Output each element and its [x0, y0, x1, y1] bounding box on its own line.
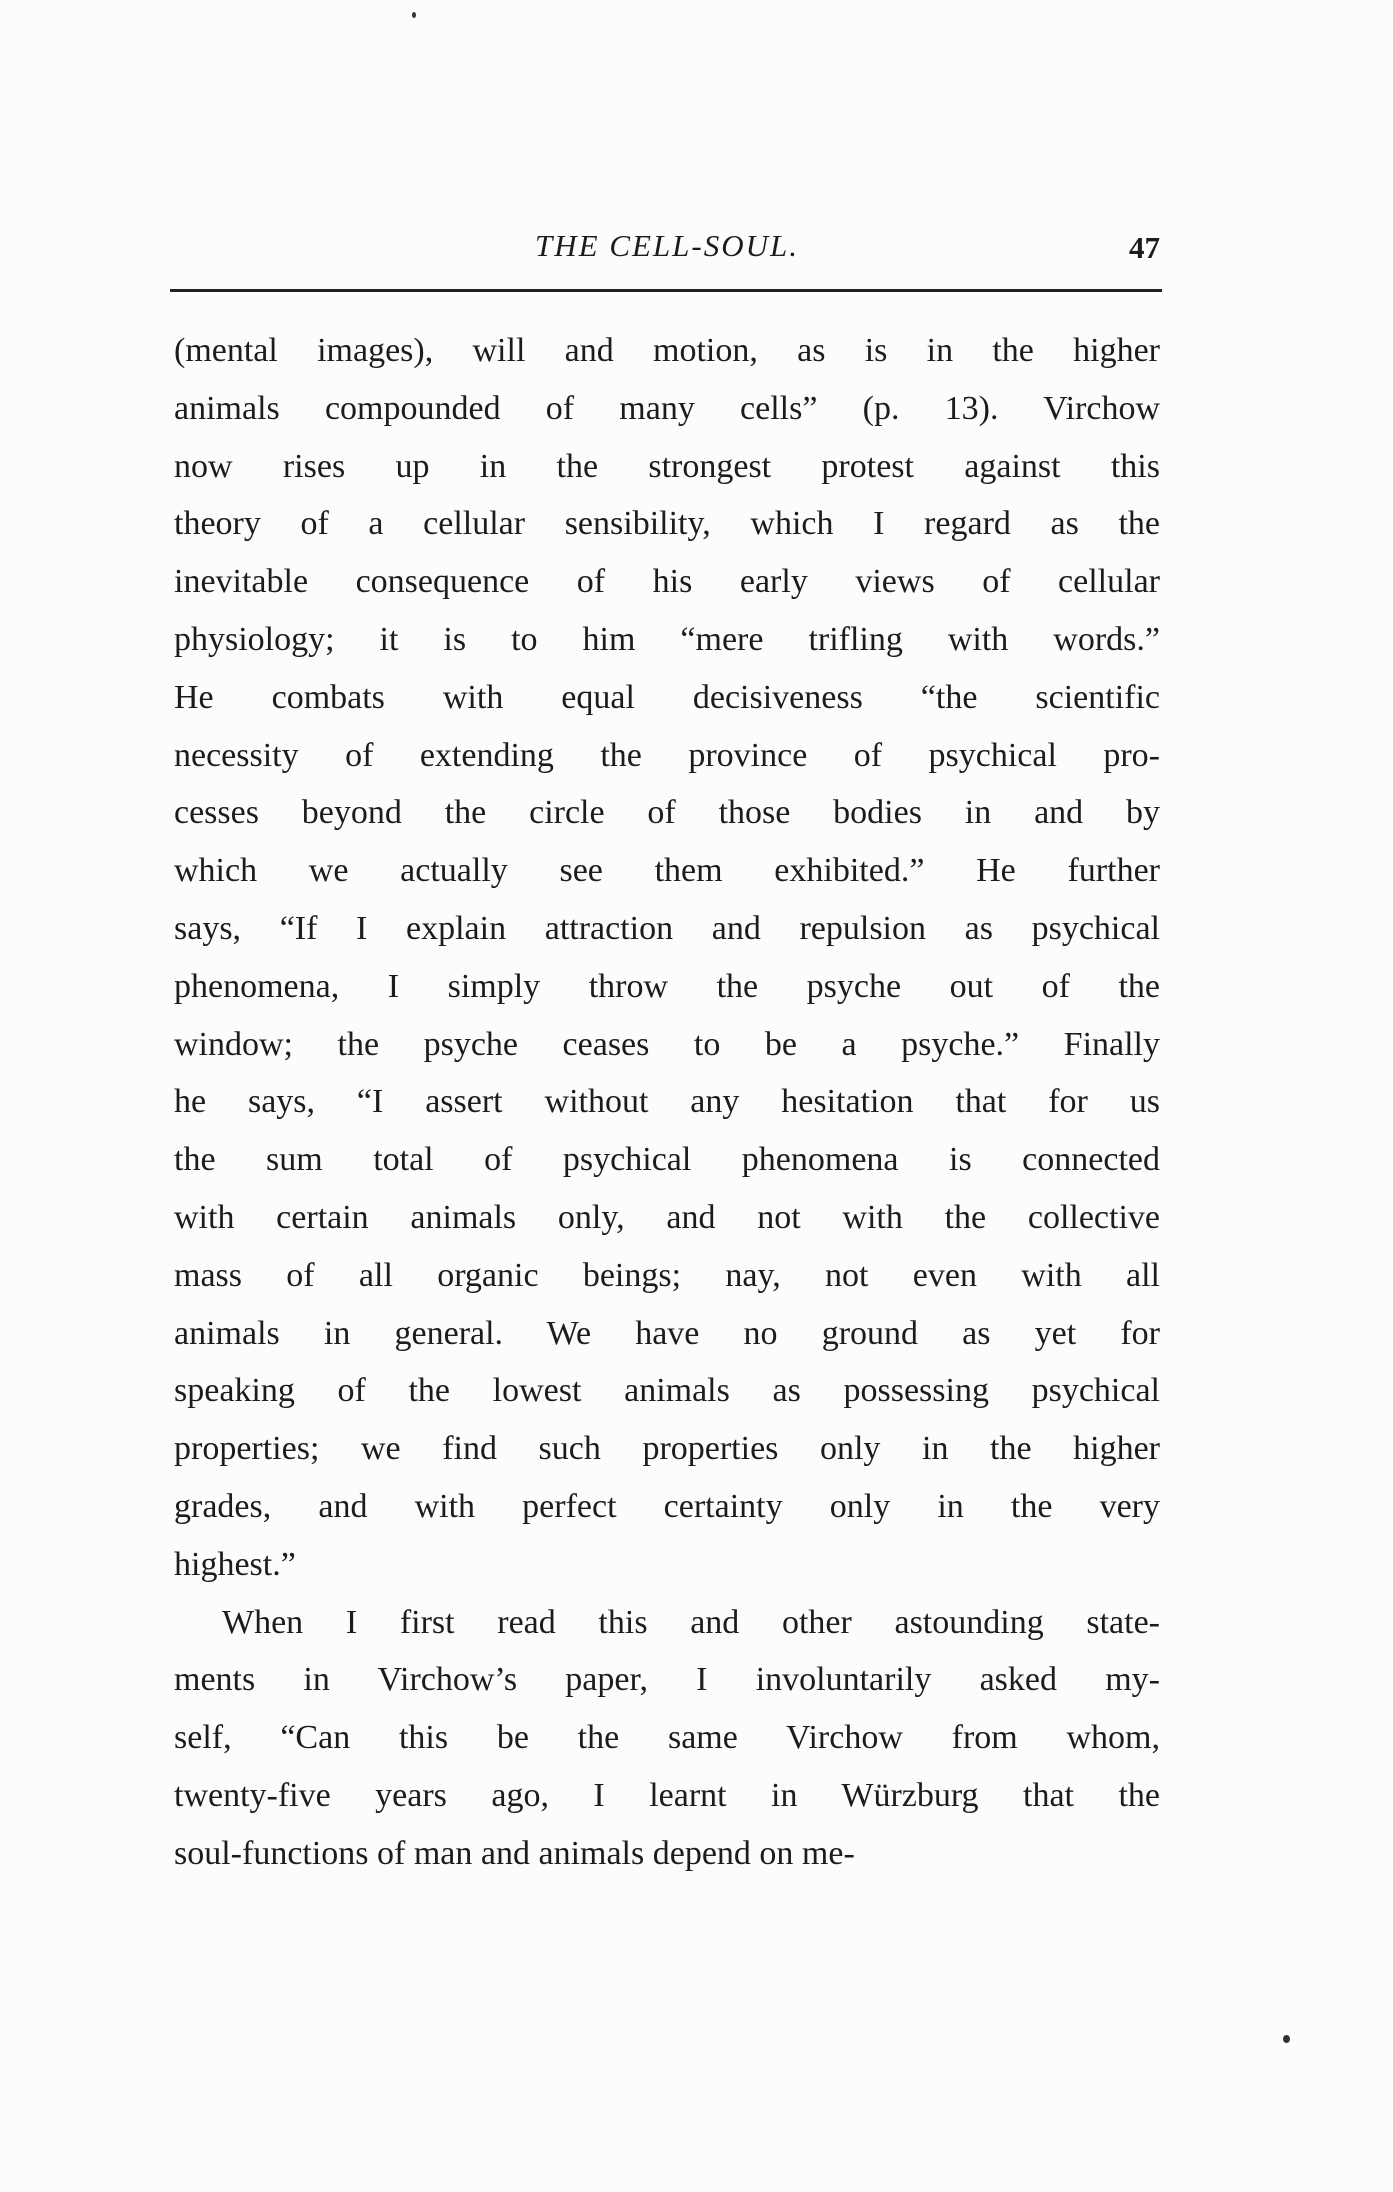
text-line: necessity of extending the province of psychical pro- [174, 736, 1160, 774]
text-line: When I first read this and other astounding state- [222, 1603, 1160, 1641]
text-line: grades, and with perfect certainty only in the very [174, 1487, 1160, 1525]
header-rule [170, 289, 1162, 292]
text-line: window; the psyche ceases to be a psyche.” Finally [174, 1025, 1160, 1063]
running-title: THE CELL-SOUL. [535, 228, 799, 263]
print-speck [1283, 2035, 1290, 2043]
text-line: animals in general. We have no ground as yet for [174, 1314, 1160, 1352]
text-line: ments in Virchow’s paper, I involuntarily asked my- [174, 1661, 1160, 1699]
text-line: says, “If I explain attraction and repulsion as psychical [174, 909, 1160, 947]
text-line: (mental images), will and motion, as is in the higher [174, 332, 1160, 369]
running-header [174, 222, 1160, 272]
text-line: with certain animals only, and not with the collective [174, 1198, 1160, 1236]
text-line: cesses beyond the circle of those bodies in and by [174, 794, 1160, 832]
text-line: self, “Can this be the same Virchow from whom, [174, 1719, 1160, 1757]
text-line: soul-functions of man and animals depend on me- [174, 1834, 855, 1872]
text-line: phenomena, I simply throw the psyche out of the [174, 967, 1160, 1005]
text-line: the sum total of psychical phenomena is connected [174, 1141, 1160, 1179]
text-line: properties; we find such properties only in the higher [174, 1430, 1160, 1468]
text-line: now rises up in the strongest protest against this [174, 447, 1160, 485]
text-line: physiology; it is to him “mere trifling with words.” [174, 620, 1160, 658]
text-line: speaking of the lowest animals as possessing psychical [174, 1372, 1160, 1410]
page-body [174, 322, 1160, 1883]
text-line: which we actually see them exhibited.” He further [174, 852, 1160, 890]
print-speck [412, 12, 416, 18]
text-line: theory of a cellular sensibility, which I regard as the [174, 505, 1160, 543]
text-line: He combats with equal decisiveness “the scientific [174, 678, 1160, 716]
text-line: mass of all organic beings; nay, not even with all [174, 1256, 1160, 1294]
text-line: animals compounded of many cells” (p. 13). Virchow [174, 389, 1160, 427]
text-line: inevitable consequence of his early views of cellular [174, 563, 1160, 601]
text-line: twenty-five years ago, I learnt in Würzburg that the [174, 1776, 1160, 1814]
text-line: he says, “I assert without any hesitation that for us [174, 1083, 1160, 1121]
text-line: highest.” [174, 1545, 296, 1583]
page-number: 47 [1129, 230, 1160, 265]
